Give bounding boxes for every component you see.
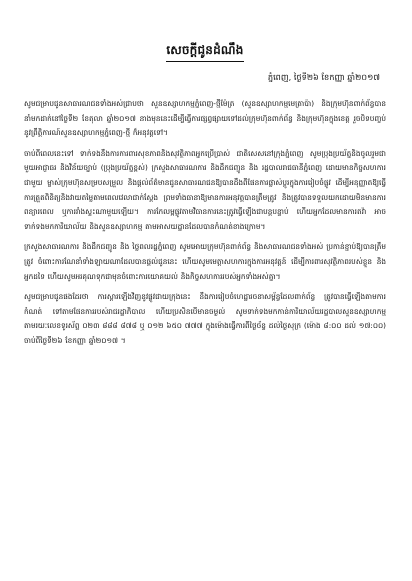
paragraph-1: សូមជម្រាបជូនសាធារណជនទាំងអស់ជ្រាបថា សួនឧស្សាហកម្មភ្នំពេញ-ថ្មីម៉ែត្រ (សួនឧស្សាហកម្មមេត្រាប៉ា) និងក្រុមហ៊ុនពាក់ព័ន្ធបាននាំមកដាក់នៅថ្ងៃទី២ ខែតុលា ឆ្នាំ២០១៧ នាងមុននេះដើម្បីធ្វើការផ្សព្វផ្សាយទៅដល់ក្រុមហ៊ុនពាក់ព័ន្ធ និងក្រុមហ៊ុនក្នុងខេត្ត រួចបិទបញ្ចប់នូវព្រឹត្តិការណ៍សួនឧស្សាហកម្មភ្នំពេញ-ថ្មី ក៏អនុវត្តទៅ។ [24,99,386,138]
paragraph-3: ក្រសួងសាធារណការ និងដឹកជញ្ជូន និង ថ្លៃពលរដ្ឋភ្នំពេញ សូមអោយក្រុមហ៊ុនពាក់ព័ន្ធ និងសាធារណជនទាំងអស់ ប្រកាន់ខ្ជាប់ឱ្យបានត្រឹមត្រូវ ចំពោះការណែនាំទាំងឡាយណាដែលបានផ្ដល់ជូននេះ ហើយសូមមេត្តាសហការក្នុងការអនុវត្តន៍ ដើម្បីការពារសុវត្ថិភាពរបស់ខ្លួន និងអ្នកដទៃ ហើយសូមអរគុណទុកជាមុនចំពោះការយោគយល់ និងកិច្ចសហការរបស់អ្នកទាំងអស់គ្នា។ [24,242,386,281]
document-title [24,42,386,62]
paragraph-2: ចាប់ពីពេលនេះទៅ ទាក់ទងនឹងការការពារសុខភាពនិងសុវត្ថិភាពអ្នកប្រើប្រាស់ ជាតិសេសនៅក្រុងភ្នំពេញ សូមប្រុងប្រយ័ត្ននិងចូលរួមជាមួយអាជ្ញាធរ និងវិន័យច្បាប់ (ប្រុងប្រយ័ត្នខ្ពស់) ក្រសួងសាធារណការ និងដឹកជញ្ជូន និង រដ្ឋបាលរាជធានីភ្នំពេញ ដោយមានកិច្ចសហការជាមួយ ម្ចាស់ក្រុមហ៊ុនសម្របសម្រួល និងផ្ដល់ព័ត៌មានជូនសាធារណជនឱ្យបានដឹងពីផែនការផ្លាស់ប្ដូរក្នុងការរៀបចំផ្លូវ ដើម្បីអនុញ្ញាតឱ្យធ្វើការត្រួតពិនិត្យនិងវាយតម្លៃតាមពេលវេលាជាក់ស្ដែង ព្រមទាំងធានាឱ្យមានការអនុវត្តបានត្រឹមត្រូវ និងត្រូវបានទទួលយកដោយមិនមានការពន្យារពេល ឬការរាំងស្ទះណាមួយឡើយ។ ការកែលម្អផ្លូវតាមវិធានការនេះត្រូវធ្វើឡើងជាបន្តបន្ទាប់ ហើយអ្នកដែលមានការតវ៉ា អាចទាក់ទងមកការិយាល័យ និងសួនឧស្សាហកម្ម តាមអាសយដ្ឋានដែលបានកំណត់ខាងក្រោម។ [24,148,386,231]
dateline: ភ្នំពេញ, ថ្ងៃទី២៦ ខែកញ្ញា ឆ្នាំ២០១៧ [267,72,380,82]
paragraph-4: សូមជម្រាបជូនផងដែរថា ការស្ដារឡើងវិញនូវផ្លូវជាយក្រុងនេះ នឹងការរៀបចំហេដ្ឋារចនាសម្ព័ន្ធដែលពាក់ព័ន្ធ ត្រូវបានធ្វើឡើងតាមការកំណត់ ទៅតាមផែនការរបស់រាជរដ្ឋាភិបាល ហើយប្រសិនបើមានចម្ងល់ សូមទាក់ទងមកកាន់ការិយាល័យរដ្ឋបាលសួនឧស្សាហកម្ម តាមរយៈលេខទូរស័ព្ទ ០២៣ ៨៨៨ ៨៧៨ ឬ ០១២ ៦៥០ ៧៧៧ ក្នុងម៉ោងធ្វើការពីថ្ងៃច័ន្ទ ដល់ថ្ងៃសុក្រ (ម៉ោង ៨:០០ ដល់ ១៧:០០) ចាប់ពីថ្ងៃទី២៦ ខែកញ្ញា ឆ្នាំ២០១៧ ។ [24,292,386,345]
title-text: សេចក្តីជូនដំណឹង [166,42,243,62]
